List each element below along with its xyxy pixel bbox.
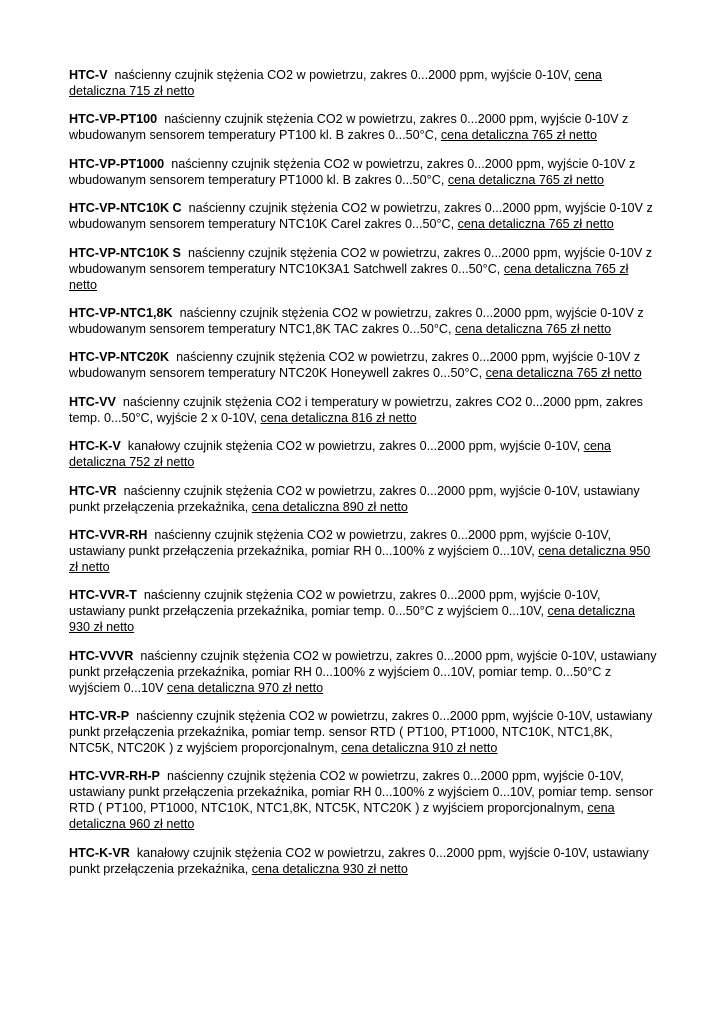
product-price: cena detaliczna 890 zł netto (251, 499, 408, 514)
product-code: HTC-VVR-RH (69, 527, 148, 542)
product-entry (69, 587, 659, 635)
product-description: naścienny czujnik stężenia CO2 w powietrzu, zakres 0...2000 ppm, wyjście 0-10V z wbudowanym sensorem temperatury PT100 kl. B zakres 0...50°C, (69, 112, 629, 143)
product-price: cena detaliczna 765 zł netto (69, 261, 629, 292)
product-entry (69, 527, 659, 575)
product-description: kanałowy czujnik stężenia CO2 w powietrzu, zakres 0...2000 ppm, wyjście 0-10V, ustawiany punkt przełączenia przekaźnika, (69, 845, 649, 876)
product-entry (69, 200, 659, 232)
product-description: naścienny czujnik stężenia CO2 w powietrzu, zakres 0...2000 ppm, wyjście 0-10V, ustawiany punkt przełączenia przekaźnika, pomiar temp. sensor RTD ( PT100, PT1000, NTC10K, NTC1,8K, NTC5K, NTC20K ) z wyjściem proporcjonalnym, (69, 709, 653, 756)
product-entry (69, 349, 659, 381)
product-price: cena detaliczna 950 zł netto (69, 543, 651, 574)
product-entry (69, 768, 659, 832)
product-code: HTC-K-V (69, 439, 121, 454)
product-description: naścienny czujnik stężenia CO2 w powietrzu, zakres 0...2000 ppm, wyjście 0-10V z wbudowanym sensorem temperatury PT1000 kl. B zakres 0...50°C, (69, 156, 636, 187)
product-price: cena detaliczna 765 zł netto (457, 217, 614, 232)
product-price: cena detaliczna 765 zł netto (440, 128, 597, 143)
product-entry (69, 111, 659, 143)
product-description: naścienny czujnik stężenia CO2 w powietrzu, zakres 0...2000 ppm, wyjście 0-10V, ustawiany punkt przełączenia przekaźnika, (69, 483, 640, 514)
product-code: HTC-VP-PT1000 (69, 156, 165, 171)
product-price-list (69, 67, 659, 889)
product-code: HTC-VP-PT100 (69, 112, 158, 127)
product-price: cena detaliczna 765 zł netto (455, 321, 612, 336)
product-description: naścienny czujnik stężenia CO2 w powietrzu, zakres 0...2000 ppm, wyjście 0-10V, ustawiany punkt przełączenia przekaźnika, pomiar RH 0...100% z wyjściem 0...10V, pomiar temp. 0...50°C z wyjściem 0...10V (69, 648, 657, 695)
product-price: cena detaliczna 910 zł netto (341, 741, 498, 756)
product-code: HTC-K-VR (69, 845, 130, 860)
product-entry (69, 245, 659, 293)
product-code: HTC-VR (69, 483, 117, 498)
product-entry (69, 305, 659, 337)
product-code: HTC-VP-NTC10K S (69, 245, 181, 260)
product-entry (69, 67, 659, 99)
product-code: HTC-VP-NTC20K (69, 350, 170, 365)
product-entry (69, 483, 659, 515)
product-entry (69, 845, 659, 877)
product-price: cena detaliczna 765 zł netto (485, 366, 642, 381)
product-description: naścienny czujnik stężenia CO2 w powietrzu, zakres 0...2000 ppm, wyjście 0-10V, (114, 68, 572, 82)
product-description: naścienny czujnik stężenia CO2 w powietrzu, zakres 0...2000 ppm, wyjście 0-10V z wbudowanym sensorem temperatury NTC10K Carel zakres 0...50°C, (69, 201, 653, 232)
product-code: HTC-VVR-T (69, 588, 137, 603)
product-price: cena detaliczna 930 zł netto (251, 861, 408, 876)
product-price: cena detaliczna 765 zł netto (447, 172, 604, 187)
product-code: HTC-VP-NTC1,8K (69, 305, 173, 320)
product-entry (69, 394, 659, 426)
product-description: naścienny czujnik stężenia CO2 w powietrzu, zakres 0...2000 ppm, wyjście 0-10V z wbudowanym sensorem temperatury NTC10K3A1 Satchwell zakres 0...50°C, (69, 245, 653, 276)
product-price: cena detaliczna 715 zł netto (69, 68, 602, 98)
product-price: cena detaliczna 960 zł netto (69, 801, 615, 832)
product-price: cena detaliczna 752 zł netto (69, 439, 611, 470)
product-description: naścienny czujnik stężenia CO2 w powietrzu, zakres 0...2000 ppm, wyjście 0-10V, ustawiany punkt przełączenia przekaźnika, pomiar RH 0...100% z wyjściem 0...10V, pomiar temp. sensor RTD ( PT100, PT1000, NTC10K, NTC1,8K, NTC5K, NTC20K ) z wyjściem proporcjonalnym, (69, 769, 654, 816)
product-description: naścienny czujnik stężenia CO2 w powietrzu, zakres 0...2000 ppm, wyjście 0-10V z wbudowanym sensorem temperatury NTC1,8K TAC zakres 0...50°C, (69, 305, 644, 336)
product-price: cena detaliczna 970 zł netto (166, 680, 324, 695)
product-description: kanałowy czujnik stężenia CO2 w powietrzu, zakres 0...2000 ppm, wyjście 0-10V, (127, 439, 581, 454)
product-description: naścienny czujnik stężenia CO2 i temperatury w powietrzu, zakres CO2 0...2000 ppm, zakres temp. 0...50°C, wyjście 2 x 0-10V, (69, 394, 643, 425)
product-entry (69, 156, 659, 188)
product-code: HTC-VV (69, 394, 116, 409)
product-code: HTC-VVR-RH-P (69, 769, 160, 784)
product-code: HTC-VP-NTC10K C (69, 201, 182, 216)
product-price: cena detaliczna 816 zł netto (260, 410, 417, 425)
product-code: HTC-VR-P (69, 709, 130, 724)
product-description: naścienny czujnik stężenia CO2 w powietrzu, zakres 0...2000 ppm, wyjście 0-10V, ustawiany punkt przełączenia przekaźnika, pomiar RH 0...100% z wyjściem 0...10V, (69, 527, 611, 558)
product-code: HTC-V (69, 68, 108, 82)
product-description: naścienny czujnik stężenia CO2 w powietrzu, zakres 0...2000 ppm, wyjście 0-10V, ustawiany punkt przełączenia przekaźnika, pomiar temp. 0...50°C z wyjściem 0...10V, (69, 588, 601, 619)
product-description: naścienny czujnik stężenia CO2 w powietrzu, zakres 0...2000 ppm, wyjście 0-10V z wbudowanym sensorem temperatury NTC20K Honeywell zakres 0...50°C, (69, 350, 641, 381)
product-entry (69, 648, 659, 696)
product-price: cena detaliczna 930 zł netto (69, 604, 635, 635)
product-entry (69, 708, 659, 756)
product-code: HTC-VVVR (69, 648, 134, 663)
product-entry (69, 438, 659, 470)
